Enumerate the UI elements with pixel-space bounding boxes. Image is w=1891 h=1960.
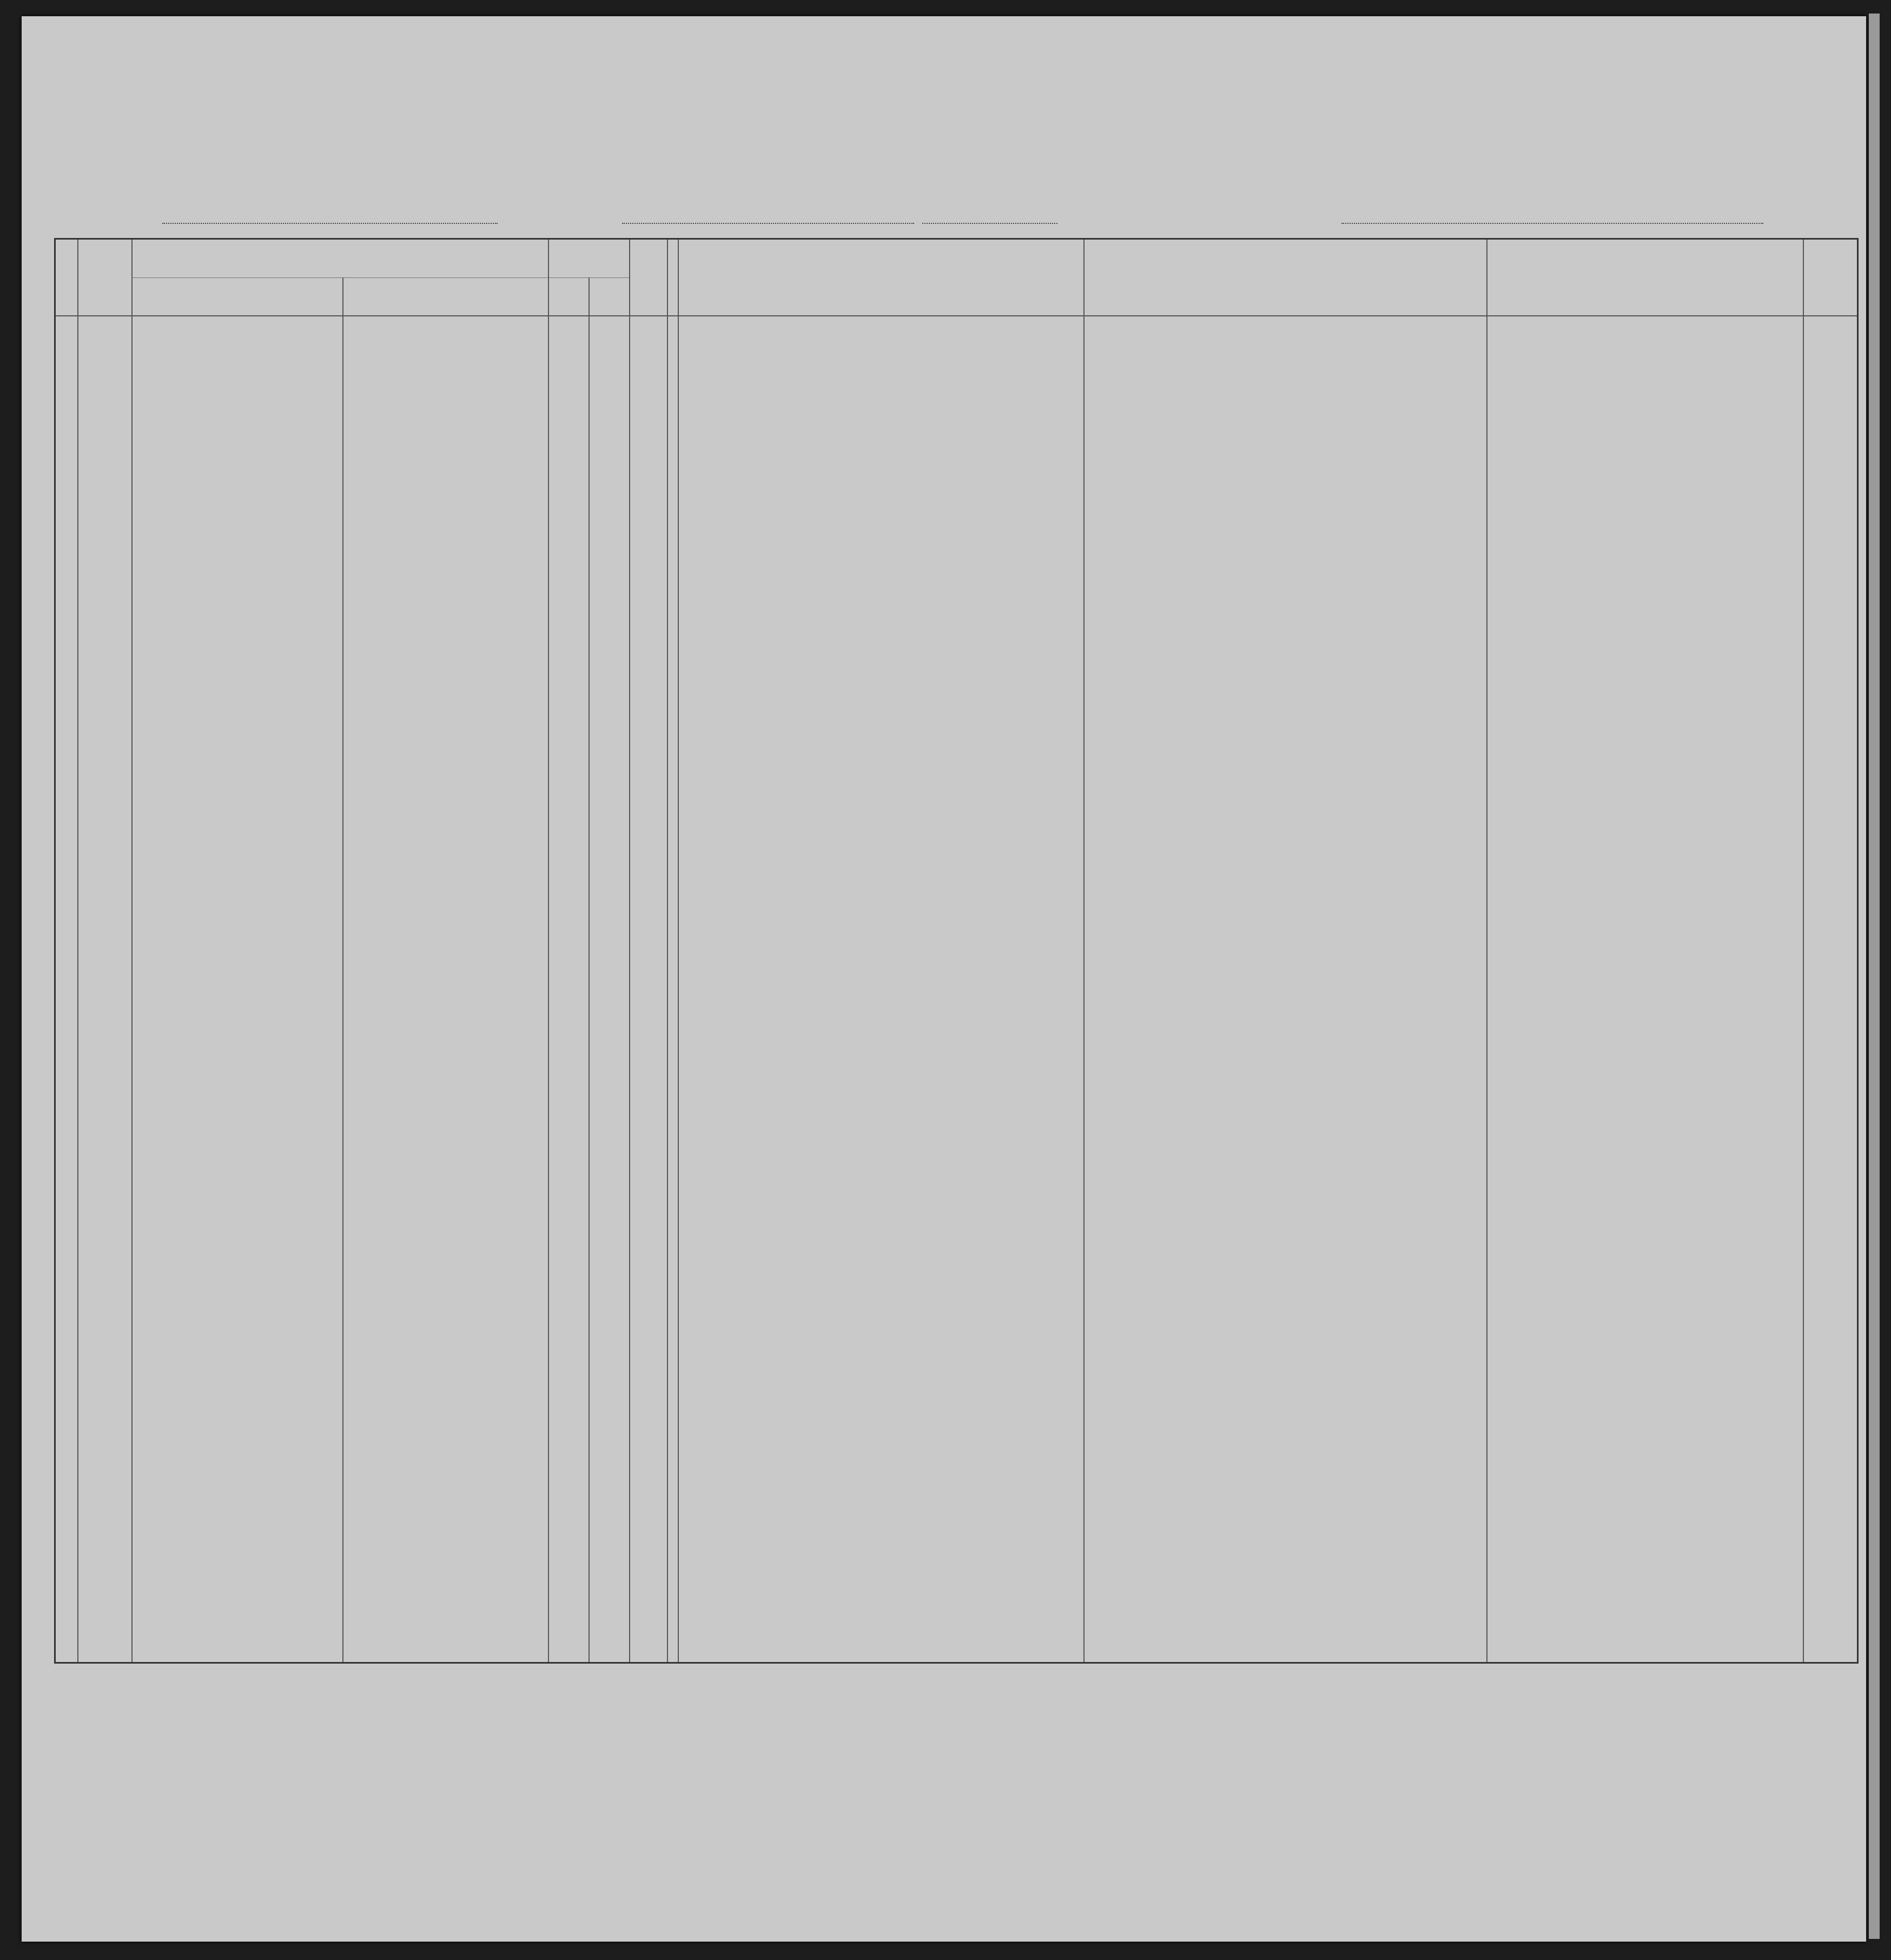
col-line [131, 240, 133, 1662]
manifest-table [54, 238, 1859, 1664]
col-line [667, 240, 668, 1662]
col-line [1803, 240, 1804, 1662]
date-dotline [922, 223, 1057, 224]
from-dotline [622, 223, 914, 224]
important-notice [116, 1731, 1820, 1752]
col-line [629, 240, 630, 1662]
sheet-edge [1869, 14, 1880, 1939]
ship-dotline [162, 223, 498, 224]
header-divider [56, 315, 1857, 316]
col-line [77, 240, 78, 1662]
col-line [1083, 240, 1085, 1662]
col-line [678, 240, 679, 1662]
name-subheader-line [131, 277, 548, 278]
port-dotline [1341, 223, 1763, 224]
col-line [548, 240, 549, 1662]
col-line [1486, 240, 1487, 1662]
col-married [667, 244, 678, 312]
col-line [589, 277, 590, 1662]
col-line [342, 277, 343, 1662]
